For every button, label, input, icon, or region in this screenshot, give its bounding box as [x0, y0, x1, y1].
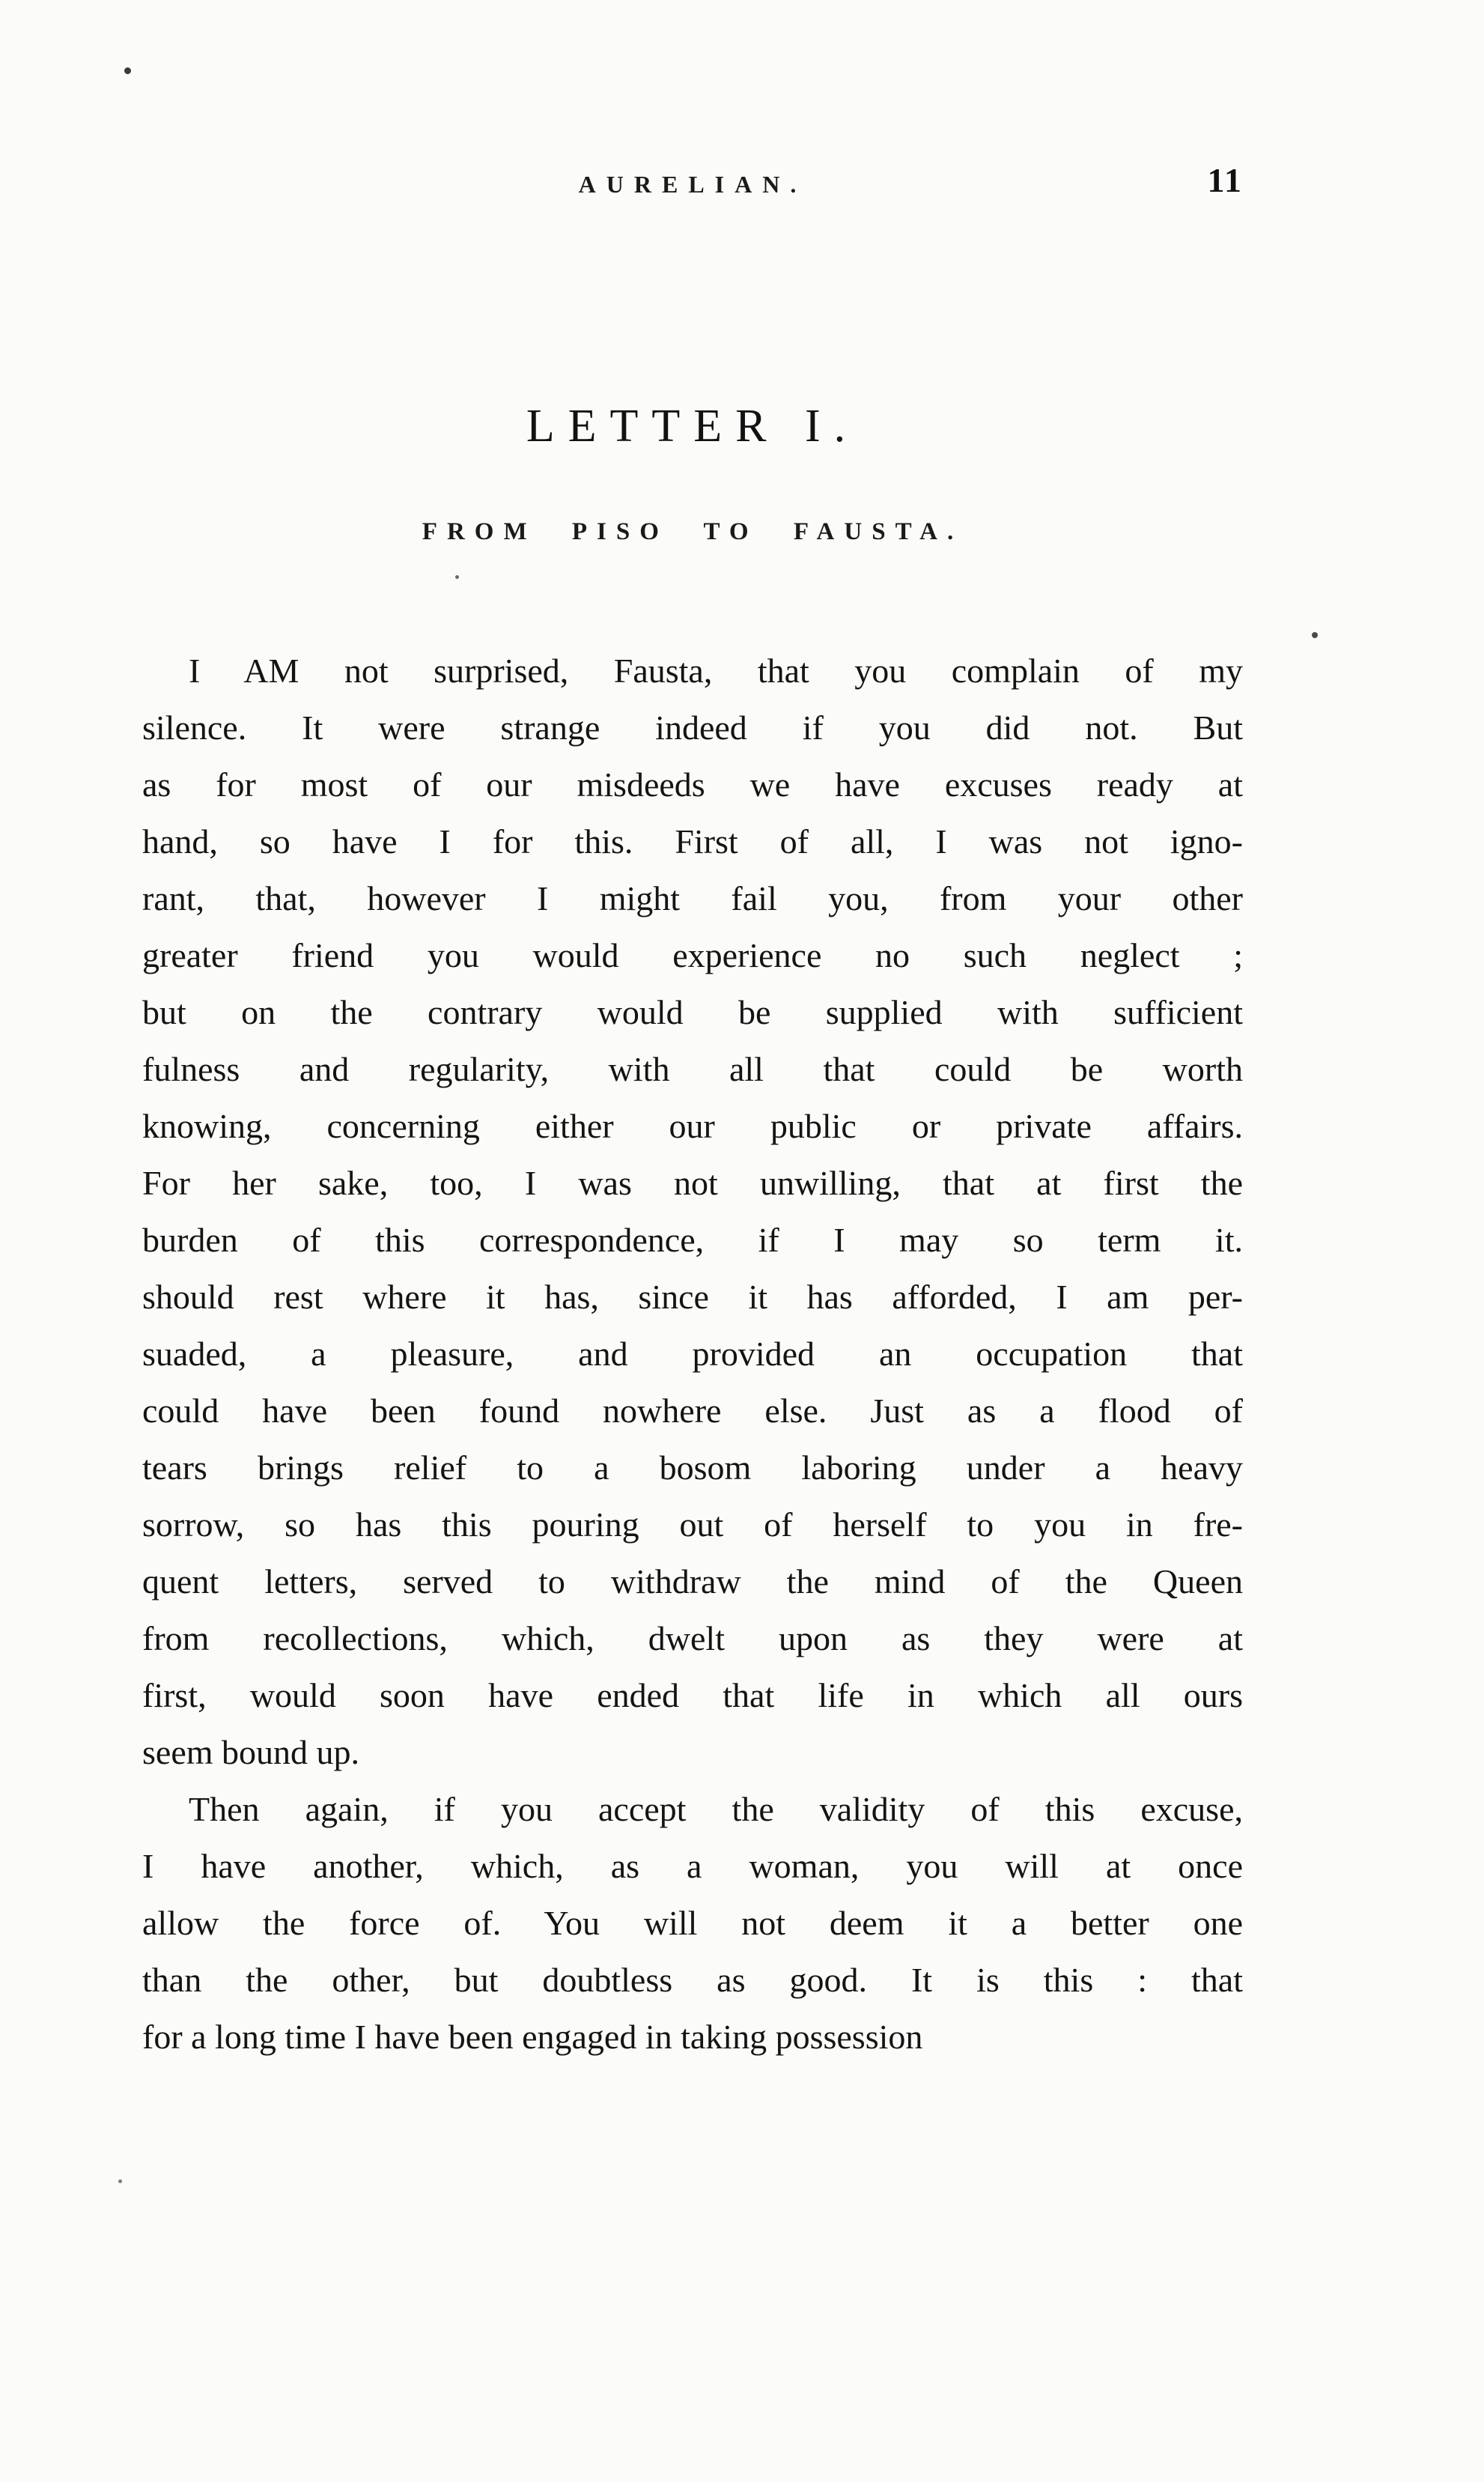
text-line: I have another, which, as a woman, you will at once	[142, 1847, 1243, 1885]
page-header	[142, 161, 1243, 216]
text-line: knowing, concerning either our public or private affairs.	[142, 1107, 1243, 1145]
scan-speck	[1312, 632, 1318, 638]
text-line: seem bound up.	[142, 1733, 360, 1771]
scan-speck	[118, 2179, 122, 2183]
text-line: than the other, but doubtless as good. It is this : that	[142, 1961, 1243, 1999]
text-line: sorrow, so has this pouring out of herself to you in fre-	[142, 1505, 1243, 1544]
text-line: allow the force of. You will not deem it a better one	[142, 1904, 1243, 1942]
paragraph	[142, 1781, 1243, 2066]
letter-subtitle: FROM PISO TO FAUSTA.	[422, 518, 964, 545]
text-line: from recollections, which, dwelt upon as they were at	[142, 1619, 1243, 1657]
text-line: fulness and regularity, with all that could be worth	[142, 1050, 1243, 1088]
scan-speck	[124, 67, 131, 74]
text-line: Then again, if you accept the validity of this excuse,	[189, 1790, 1243, 1828]
letter-body	[142, 643, 1243, 2066]
text-line: tears brings relief to a bosom laboring under a heavy	[142, 1448, 1243, 1487]
text-line: suaded, a pleasure, and provided an occupation that	[142, 1335, 1243, 1373]
scan-speck	[455, 575, 459, 579]
text-line: first, would soon have ended that life in which all ours	[142, 1676, 1243, 1714]
text-line: hand, so have I for this. First of all, I was not igno-	[142, 822, 1243, 861]
text-line: burden of this correspondence, if I may so term it.	[142, 1221, 1243, 1259]
text-line: but on the contrary would be supplied with sufficient	[142, 993, 1243, 1031]
paragraph	[142, 643, 1243, 1781]
text-line: should rest where it has, since it has afforded, I am per-	[142, 1278, 1243, 1316]
running-header: AURELIAN.	[578, 171, 807, 198]
text-line: as for most of our misdeeds we have excuses ready at	[142, 765, 1243, 804]
text-line: quent letters, served to withdraw the mind of the Queen	[142, 1562, 1243, 1600]
page-number: 11	[1207, 161, 1243, 199]
letter-title: LETTER I.	[526, 401, 860, 452]
text-line: for a long time I have been engaged in taking possession	[142, 2018, 923, 2056]
text-line: For her sake, too, I was not unwilling, that at first the	[142, 1164, 1243, 1202]
text-line: could have been found nowhere else. Just as a flood of	[142, 1392, 1243, 1430]
text-line: greater friend you would experience no such neglect ;	[142, 936, 1243, 974]
text-line: rant, that, however I might fail you, from your other	[142, 879, 1243, 917]
text-line: silence. It were strange indeed if you did not. But	[142, 709, 1243, 747]
text-line: I AM not surprised, Fausta, that you complain of my	[189, 652, 1243, 690]
